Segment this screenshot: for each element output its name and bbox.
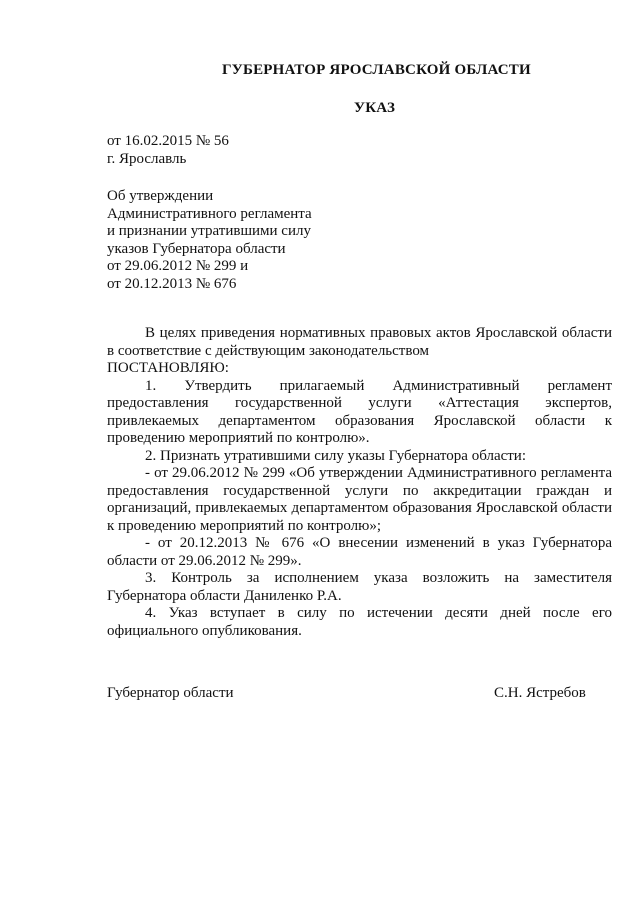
decree-word: ПОСТАНОВЛЯЮ: bbox=[107, 360, 229, 376]
subject-line: Административного регламента bbox=[107, 205, 312, 222]
subject-line: от 29.06.2012 № 299 и bbox=[107, 258, 249, 274]
item-2-paragraph: 2. Признать утратившими силу указы Губернатора области: bbox=[145, 447, 527, 464]
document-meta bbox=[107, 133, 612, 168]
item-2b-paragraph: - от 20.12.2013 № 676 «О внесении изменений в указ Губернатора области от 29.06.2012 № 299». bbox=[107, 535, 612, 569]
signatory-position: Губернатор области bbox=[107, 685, 234, 701]
subject-line: от 20.12.2013 № 676 bbox=[107, 275, 237, 292]
item-4-paragraph: 4. Указ вступает в силу по истечении десяти дней после его официального опубликования. bbox=[107, 605, 612, 639]
signatory-name: С.Н. Ястребов bbox=[494, 685, 586, 701]
date-number: от 16.02.2015 № 56 bbox=[107, 133, 229, 149]
city: г. Ярославль bbox=[107, 150, 187, 167]
item-1-paragraph: 1. Утвердить прилагаемый Административный регламент предоставления государственной услуги «Аттестация экспертов, привлекаемых департаментом образования Ярославской области к проведению мероприятий по контролю». bbox=[107, 377, 612, 446]
decree-body bbox=[107, 325, 612, 640]
document-type-heading: УКАЗ bbox=[354, 100, 396, 116]
subject-line: Об утверждении bbox=[107, 188, 214, 204]
subject-line: и признании утратившими силу bbox=[107, 223, 311, 239]
subject-block bbox=[107, 188, 612, 293]
preamble-paragraph: В целях приведения нормативных правовых актов Ярославской области в соответствие с действующим законодательством bbox=[107, 325, 612, 359]
item-2a-paragraph: - от 29.06.2012 № 299 «Об утверждении Административного регламента предоставления государственной услуги по аккредитации граждан и организаций, привлекаемых департаментом образования Ярославской области к проведению мероприятий по контролю»; bbox=[107, 465, 612, 534]
authority-heading: ГУБЕРНАТОР ЯРОСЛАВСКОЙ ОБЛАСТИ bbox=[222, 62, 531, 78]
subject-line: указов Губернатора области bbox=[107, 240, 286, 257]
item-3-paragraph: 3. Контроль за исполнением указа возложить на заместителя Губернатора области Даниленко Р.А. bbox=[107, 570, 612, 604]
